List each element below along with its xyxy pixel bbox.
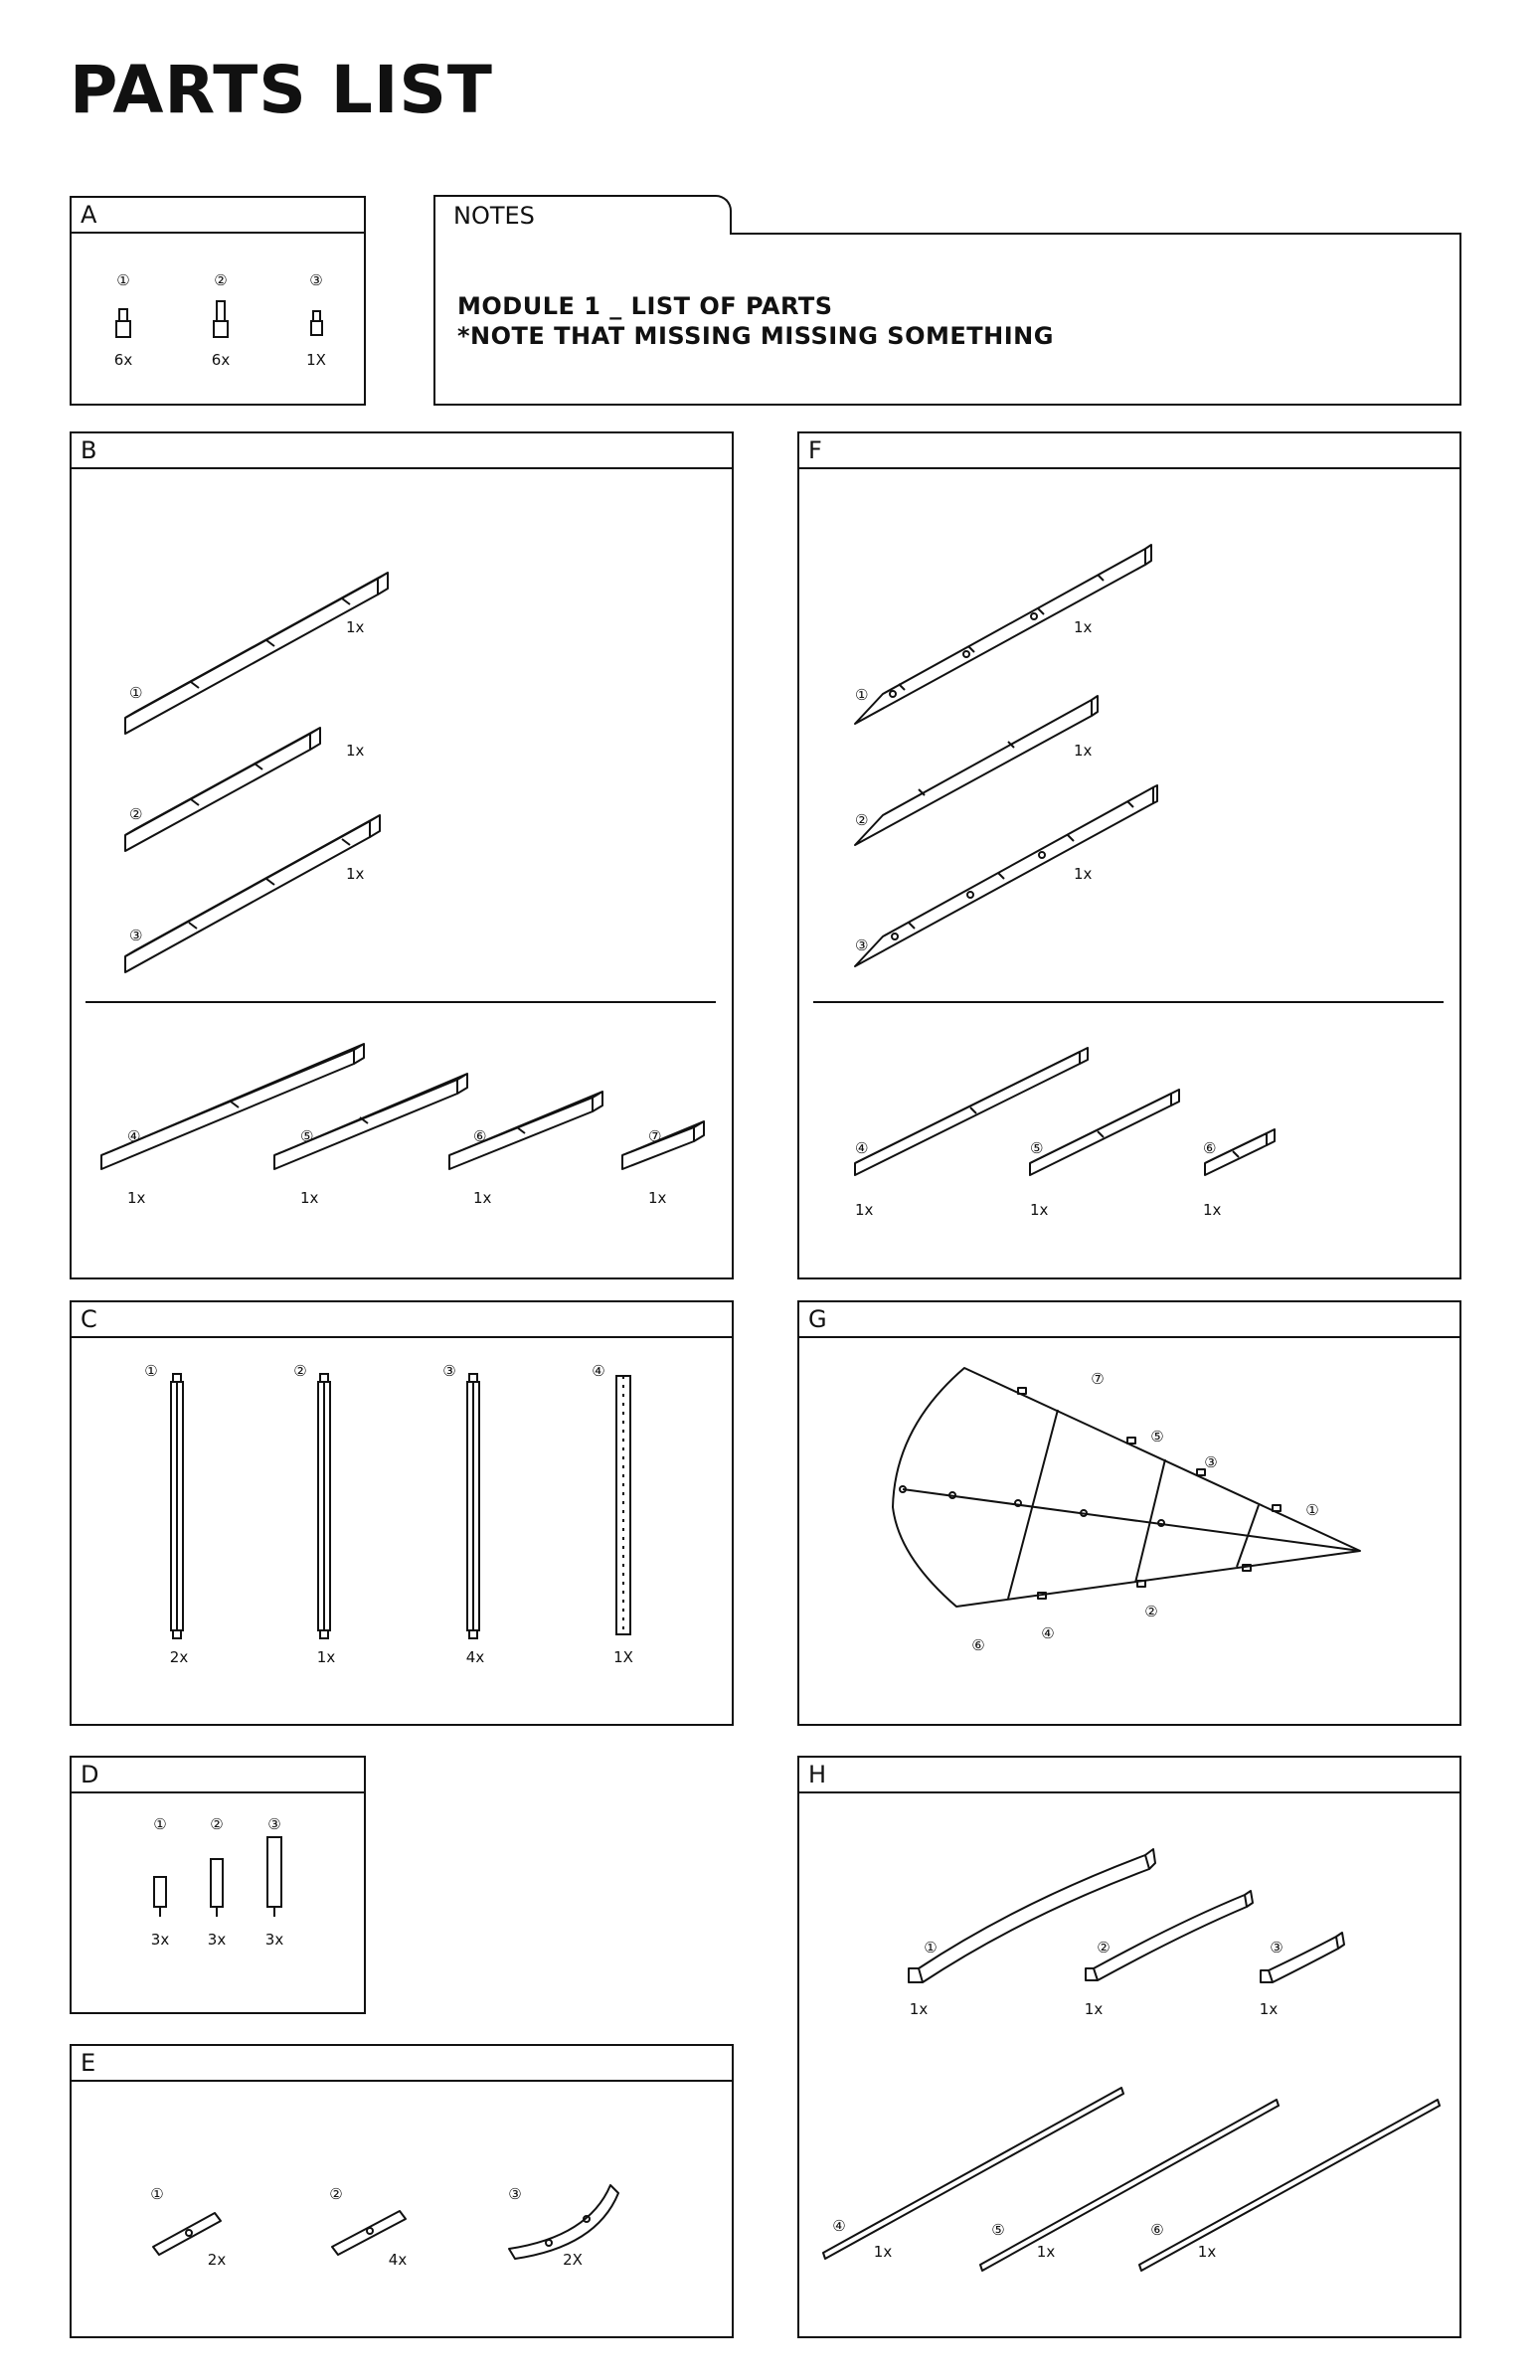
section-d-drawing	[72, 1793, 364, 2012]
section-f-panel	[797, 431, 1461, 1279]
part-c2-qty: 1x	[316, 1648, 336, 1666]
part-d2-qty: 3x	[207, 1931, 227, 1949]
part-b2-qty: 1x	[346, 742, 365, 760]
part-e1-qty: 2x	[207, 2251, 227, 2269]
part-d3-qty: 3x	[264, 1931, 284, 1949]
part-a1-bolt	[116, 309, 130, 337]
part-b7-qty: 1x	[648, 1189, 667, 1207]
part-b3-number: ③	[129, 927, 143, 944]
part-b5-beam	[274, 1074, 467, 1169]
part-c2-number: ②	[293, 1362, 307, 1380]
part-a2-qty: 6x	[211, 351, 231, 369]
section-e-panel	[70, 2044, 734, 2338]
part-g2-number: ②	[1144, 1603, 1158, 1620]
part-c1-number: ①	[144, 1362, 158, 1380]
part-f2-rail	[855, 696, 1098, 845]
part-f3-rail	[855, 785, 1157, 966]
section-b-drawing	[72, 469, 732, 1277]
section-g-drawing	[799, 1338, 1459, 1724]
part-b2-beam	[125, 728, 320, 851]
part-c3-number: ③	[442, 1362, 456, 1380]
section-e-label: E	[72, 2046, 732, 2082]
part-g3-number: ③	[1204, 1453, 1218, 1471]
notes-body	[433, 233, 1461, 406]
part-b3-beam	[125, 815, 380, 972]
part-h5-qty: 1x	[1036, 2243, 1056, 2261]
part-h5-strip	[980, 2100, 1279, 2271]
section-f-drawing	[799, 469, 1459, 1277]
section-g-label: G	[799, 1302, 1459, 1338]
part-b1-beam	[125, 573, 388, 734]
part-e3-qty: 2X	[563, 2251, 583, 2269]
section-c-panel	[70, 1300, 734, 1726]
part-d2-spacer	[211, 1859, 223, 1917]
part-e2-qty: 4x	[388, 2251, 408, 2269]
part-f3-number: ③	[855, 936, 869, 954]
section-f-label: F	[799, 433, 1459, 469]
part-e3-number: ③	[508, 2185, 522, 2203]
section-h-label: H	[799, 1758, 1459, 1793]
page-title: PARTS LIST	[70, 52, 493, 128]
section-d-panel	[70, 1756, 366, 2014]
part-c4-number: ④	[592, 1362, 605, 1380]
part-h6-qty: 1x	[1197, 2243, 1217, 2261]
part-d3-spacer	[267, 1837, 281, 1917]
part-a1-qty: 6x	[113, 351, 133, 369]
part-h4-qty: 1x	[873, 2243, 893, 2261]
part-f6-number: ⑥	[1203, 1139, 1217, 1157]
part-g6-number: ⑥	[971, 1636, 985, 1654]
part-f3-qty: 1x	[1074, 865, 1093, 883]
section-g-panel	[797, 1300, 1461, 1726]
part-h2-qty: 1x	[1084, 2000, 1104, 2018]
part-a1-number: ①	[116, 271, 130, 289]
section-a-drawing	[72, 234, 364, 404]
section-h-panel	[797, 1756, 1461, 2338]
section-h-drawing	[799, 1793, 1459, 2336]
part-b6-qty: 1x	[473, 1189, 492, 1207]
part-b5-number: ⑤	[300, 1127, 314, 1145]
part-e3-curve	[509, 2185, 618, 2259]
part-h3-number: ③	[1270, 1939, 1283, 1956]
section-e-drawing	[72, 2082, 732, 2336]
section-a-label: A	[72, 198, 364, 234]
section-c-drawing	[72, 1338, 732, 1724]
part-c2-post	[318, 1374, 330, 1638]
part-b7-number: ⑦	[648, 1127, 662, 1145]
part-d1-number: ①	[153, 1815, 167, 1833]
part-b5-qty: 1x	[300, 1189, 319, 1207]
part-f4-rail	[855, 1048, 1088, 1175]
part-g7-number: ⑦	[1091, 1370, 1105, 1388]
section-a-panel	[70, 196, 366, 406]
part-e1-number: ①	[150, 2185, 164, 2203]
part-f2-number: ②	[855, 811, 869, 829]
part-h2-number: ②	[1097, 1939, 1111, 1956]
part-b1-number: ①	[129, 684, 143, 702]
notes-tab: NOTES	[433, 195, 732, 235]
notes-panel	[433, 195, 1461, 406]
notes-line-2: *NOTE THAT MISSING MISSING SOMETHING	[457, 322, 1054, 350]
part-h2-arch	[1086, 1891, 1253, 1980]
part-h4-number: ④	[832, 2217, 846, 2235]
part-c1-post	[171, 1374, 183, 1638]
part-f5-qty: 1x	[1030, 1201, 1049, 1219]
part-h6-number: ⑥	[1150, 2221, 1164, 2239]
part-e2-block	[332, 2211, 406, 2255]
part-b3-qty: 1x	[346, 865, 365, 883]
part-a3-bolt	[311, 311, 322, 335]
part-f6-qty: 1x	[1203, 1201, 1222, 1219]
part-d1-spacer	[154, 1877, 166, 1917]
part-c4-post	[616, 1376, 630, 1634]
part-h1-number: ①	[924, 1939, 938, 1956]
part-c4-qty: 1X	[613, 1648, 633, 1666]
part-f5-number: ⑤	[1030, 1139, 1044, 1157]
part-b1-qty: 1x	[346, 618, 365, 636]
part-d3-number: ③	[267, 1815, 281, 1833]
part-f1-qty: 1x	[1074, 618, 1093, 636]
part-a3-number: ③	[309, 271, 323, 289]
part-h5-number: ⑤	[991, 2221, 1005, 2239]
section-d-label: D	[72, 1758, 364, 1793]
part-h1-arch	[909, 1849, 1155, 1982]
part-f4-number: ④	[855, 1139, 869, 1157]
section-b-label: B	[72, 433, 732, 469]
part-g1-number: ①	[1305, 1501, 1319, 1519]
part-c3-qty: 4x	[465, 1648, 485, 1666]
part-c3-post	[467, 1374, 479, 1638]
part-b6-number: ⑥	[473, 1127, 487, 1145]
part-e2-number: ②	[329, 2185, 343, 2203]
part-a2-bolt	[214, 301, 228, 337]
part-f1-rail	[855, 545, 1151, 724]
notes-line-1: MODULE 1 _ LIST OF PARTS	[457, 292, 833, 320]
part-g5-number: ⑤	[1150, 1428, 1164, 1445]
part-h6-strip	[1139, 2100, 1440, 2271]
part-b4-beam	[101, 1044, 364, 1169]
part-g4-number: ④	[1041, 1624, 1055, 1642]
section-c-label: C	[72, 1302, 732, 1338]
part-f4-qty: 1x	[855, 1201, 874, 1219]
part-f1-number: ①	[855, 686, 869, 704]
section-b-panel	[70, 431, 734, 1279]
part-d2-number: ②	[210, 1815, 224, 1833]
part-b2-number: ②	[129, 805, 143, 823]
part-c1-qty: 2x	[169, 1648, 189, 1666]
part-b4-number: ④	[127, 1127, 141, 1145]
part-a3-qty: 1X	[306, 351, 326, 369]
part-a2-number: ②	[214, 271, 228, 289]
part-b7-beam	[622, 1121, 704, 1169]
part-d1-qty: 3x	[150, 1931, 170, 1949]
part-f5-rail	[1030, 1090, 1179, 1175]
part-h1-qty: 1x	[909, 2000, 929, 2018]
part-h3-qty: 1x	[1259, 2000, 1279, 2018]
part-b4-qty: 1x	[127, 1189, 146, 1207]
part-g-fan-assembly	[893, 1368, 1360, 1607]
part-e1-block	[153, 2213, 221, 2255]
part-f2-qty: 1x	[1074, 742, 1093, 760]
part-h4-strip	[823, 2088, 1123, 2259]
